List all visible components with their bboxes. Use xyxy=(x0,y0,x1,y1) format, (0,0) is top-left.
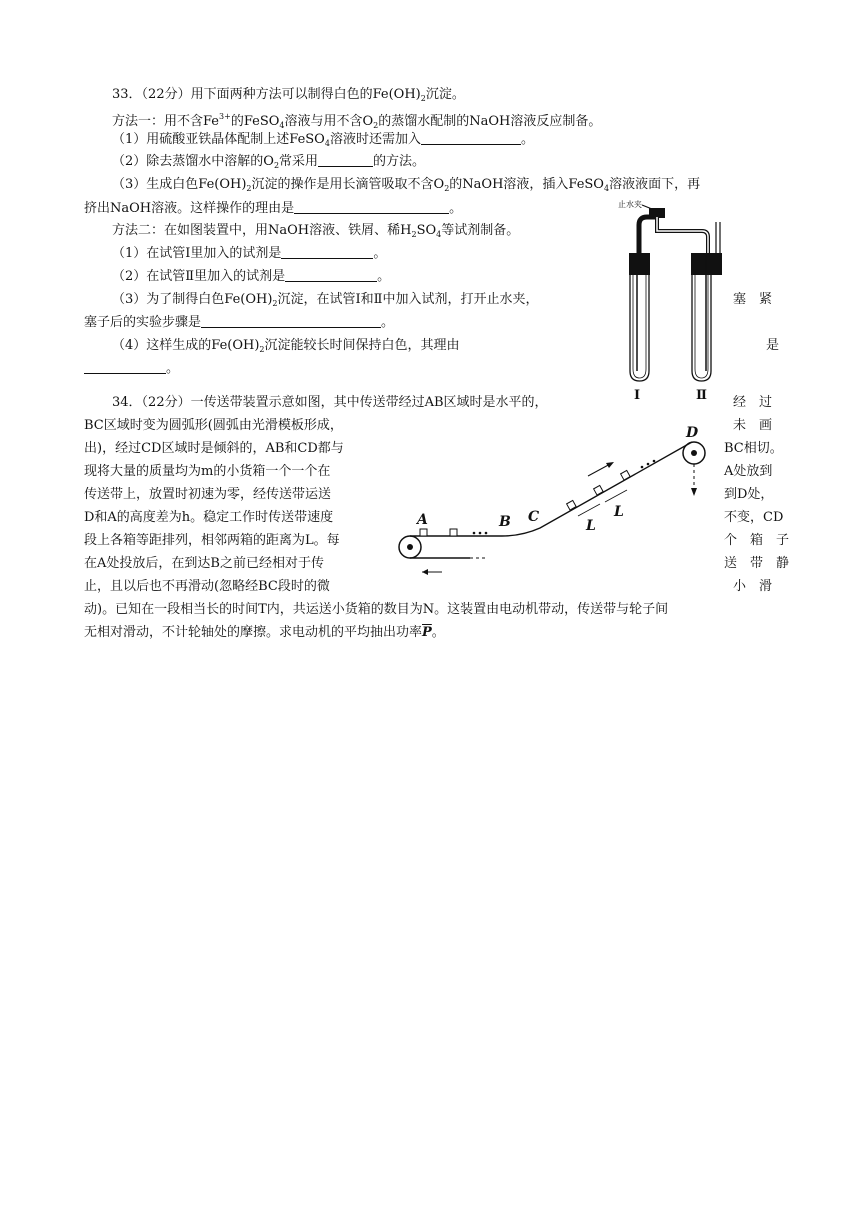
text: D和A的高度差为h。稳定工作时传送带速度 xyxy=(84,510,334,525)
text: 不变，CD xyxy=(724,510,784,525)
dot xyxy=(647,463,650,466)
subscript: 2 xyxy=(411,230,417,239)
subscript: 4 xyxy=(603,184,610,193)
text: （3）生成白色Fe(OH) xyxy=(112,177,247,192)
text: BC区域时变为圆弧形(圆弧由光滑模板形成， xyxy=(84,418,343,433)
subscript: 2 xyxy=(259,345,265,354)
q34-line9 xyxy=(84,577,330,597)
label-d: D xyxy=(686,425,699,441)
q34-line6-right xyxy=(724,508,783,528)
q34-line9-right xyxy=(733,577,772,597)
text: 方法一：用不含Fe xyxy=(112,114,220,129)
q34-line8-right xyxy=(724,554,789,574)
text: 小 滑 xyxy=(733,579,773,594)
text: （3）为了制得白色Fe(OH) xyxy=(112,292,273,307)
motion-arrow-head xyxy=(606,462,614,468)
text: 。 xyxy=(373,246,387,261)
text: 现将大量的质量均为m的小货箱一个一个在 xyxy=(84,464,331,479)
q33-m2-item2 xyxy=(112,267,390,287)
text: 方法二：在如图装置中，用NaOH溶液、铁屑、稀H xyxy=(112,223,412,238)
answer-blank[interactable] xyxy=(421,130,521,145)
subscript: 2 xyxy=(420,94,426,103)
q34-line8 xyxy=(84,554,324,574)
down-arrow-head xyxy=(691,488,697,496)
subscript: 4 xyxy=(436,230,442,239)
q34-line10 xyxy=(84,600,668,620)
spacing-marker-1 xyxy=(578,504,600,516)
subscript: 2 xyxy=(246,184,252,193)
q34-line5 xyxy=(84,485,331,505)
text: 动)。已知在一段相当长的时间T内，共运送小货箱的数目为N。这装置由电动机带动，传送带与轮子间 xyxy=(84,602,669,617)
q33-method1 xyxy=(112,107,602,130)
answer-blank[interactable] xyxy=(281,244,373,259)
subscript: 2 xyxy=(273,161,280,170)
stopper-tube-1 xyxy=(629,253,650,275)
text: 的蒸馏水配制的NaOH溶液反应制备。 xyxy=(378,114,602,129)
dot xyxy=(479,532,482,535)
q33-header xyxy=(112,85,465,105)
answer-blank[interactable] xyxy=(285,267,377,282)
test-tube-1-inner xyxy=(633,275,646,378)
q33-header-end: 沉淀。 xyxy=(425,87,465,102)
q33-m2-item3-cont xyxy=(84,313,394,333)
text: A处放到 xyxy=(724,464,773,479)
text: （1）在试管Ⅰ里加入的试剂是 xyxy=(112,246,282,261)
answer-blank[interactable] xyxy=(318,152,373,167)
text: 个 箱 子 xyxy=(724,533,790,548)
answer-blank[interactable] xyxy=(201,313,381,328)
q34-line3-right xyxy=(724,439,783,459)
subscript: 4 xyxy=(279,121,285,130)
subscript: 4 xyxy=(324,139,330,148)
text: 止，且以后也不再滑动(忽略经BC段时的微 xyxy=(84,579,330,594)
text: 沉淀的操作是用长滴管吸取不含O xyxy=(251,177,445,192)
q33-item3-cont xyxy=(84,199,462,219)
label-l-1: L xyxy=(586,518,596,534)
dot xyxy=(485,532,488,535)
text: 的NaOH溶液，插入FeSO xyxy=(449,177,604,192)
text: 。 xyxy=(520,132,534,147)
text: 到D处， xyxy=(724,487,774,502)
text: （2）除去蒸馏水中溶解的O xyxy=(112,154,274,169)
text: 溶液与用不含O xyxy=(284,114,374,129)
text: 的FeSO xyxy=(230,114,280,129)
q34-line4 xyxy=(84,462,330,482)
text: 常采用 xyxy=(279,154,319,169)
text: 的方法。 xyxy=(373,154,426,169)
text: 出)，经过CD区域时是倾斜的，AB和CD都与 xyxy=(84,441,344,456)
text: 在A处投放后，在到达B之前已经相对于传 xyxy=(84,556,324,571)
return-arrow-head xyxy=(422,569,428,575)
subscript: 2 xyxy=(444,184,450,193)
text: （4）这样生成的Fe(OH) xyxy=(112,338,260,353)
text: （2）在试管Ⅱ里加入的试剂是 xyxy=(112,269,286,284)
glass-connector-inner xyxy=(657,217,708,255)
q33-item1 xyxy=(112,130,534,150)
q34-line7 xyxy=(84,531,340,551)
dot xyxy=(641,466,644,469)
text: 。 xyxy=(449,201,463,216)
label-l-2: L xyxy=(614,504,624,520)
q33-header-text: 33．（22分）用下面两种方法可以制得白色的Fe(OH) xyxy=(112,87,421,102)
tube-1-label: Ⅰ xyxy=(634,388,641,403)
text: 沉淀能较长时间保持白色，其理由 xyxy=(264,338,460,353)
pulley-d-axle xyxy=(691,450,697,456)
text: 段上各箱等距排列，相邻两箱的距离为L。每 xyxy=(84,533,340,548)
q33-item3 xyxy=(112,175,700,195)
q34-line4-right xyxy=(724,462,772,482)
q34-line1-right xyxy=(733,393,772,413)
text: 无相对滑动，不计轮轴处的摩擦。求电动机的平均抽出功率 xyxy=(84,625,423,640)
text: 沉淀，在试管Ⅰ和Ⅱ中加入试剂，打开止水夹， xyxy=(277,292,539,307)
subscript: 2 xyxy=(373,121,379,130)
text: 未 画 xyxy=(733,418,773,433)
q34-line2 xyxy=(84,416,343,436)
text: 。 xyxy=(377,269,391,284)
text: 塞 紧 xyxy=(733,292,773,307)
text: 。 xyxy=(431,625,445,640)
q33-m2-item1 xyxy=(112,244,386,264)
clamp-label: 止水夹 xyxy=(618,200,642,209)
text: 等试剂制备。 xyxy=(441,223,520,238)
text: 34．（22分）一传送带装置示意如图，其中传送带经过AB区域时是水平的， xyxy=(112,395,548,410)
text: 溶液液面下，再 xyxy=(609,177,701,192)
q34-line11 xyxy=(84,623,445,643)
q34-line2-right xyxy=(733,416,772,436)
q33-method2 xyxy=(112,221,519,241)
text: 是 xyxy=(766,338,780,353)
text: 。 xyxy=(381,315,395,330)
label-c: C xyxy=(528,509,540,525)
q33-m2-item3 xyxy=(112,290,539,310)
q33-m2-item4 xyxy=(112,336,460,356)
pulley-a-axle xyxy=(407,544,413,550)
q34-line1 xyxy=(112,393,548,413)
box-at-a xyxy=(420,529,427,536)
text: SO xyxy=(416,223,437,238)
text: （1）用硫酸亚铁晶体配制上述FeSO xyxy=(112,132,325,147)
text: 塞子后的实验步骤是 xyxy=(84,315,202,330)
q33-m2-item3-right xyxy=(733,290,772,310)
text: 经 过 xyxy=(733,395,773,410)
dot xyxy=(653,460,656,463)
q34-line5-right xyxy=(724,485,773,505)
subscript: 2 xyxy=(272,299,278,308)
spacing-marker-2 xyxy=(605,490,627,502)
q33-m2-item4-right xyxy=(766,336,779,356)
dot xyxy=(473,532,476,535)
q33-item2 xyxy=(112,152,425,172)
text: 挤出NaOH溶液。这样操作的理由是 xyxy=(84,201,295,216)
vent-tube xyxy=(716,222,720,253)
text: 送 带 静 xyxy=(724,556,790,571)
q34-line3 xyxy=(84,439,344,459)
answer-blank[interactable] xyxy=(84,359,166,374)
test-tube-apparatus-figure xyxy=(612,195,730,407)
text: 溶液时还需加入 xyxy=(329,132,421,147)
belt-upper xyxy=(410,442,692,536)
q34-line6 xyxy=(84,508,333,528)
text: 传送带上，放置时初速为零，经传送带运送 xyxy=(84,487,332,502)
q34-line7-right xyxy=(724,531,789,551)
answer-blank[interactable] xyxy=(294,199,449,214)
conveyor-belt-figure xyxy=(392,420,722,580)
superscript: 3+ xyxy=(219,112,231,121)
label-a: A xyxy=(417,512,428,528)
tube-2-label: Ⅱ xyxy=(696,388,707,403)
label-b: B xyxy=(499,514,511,530)
box-horizontal xyxy=(450,529,457,536)
rubber-tube xyxy=(639,217,657,253)
average-power-symbol: $\overline{P}$ xyxy=(422,625,432,640)
text: 。 xyxy=(166,361,180,376)
q33-m2-item4-cont xyxy=(84,359,179,379)
glass-connector-tube xyxy=(657,217,708,255)
text: BC相切。 xyxy=(724,441,783,456)
